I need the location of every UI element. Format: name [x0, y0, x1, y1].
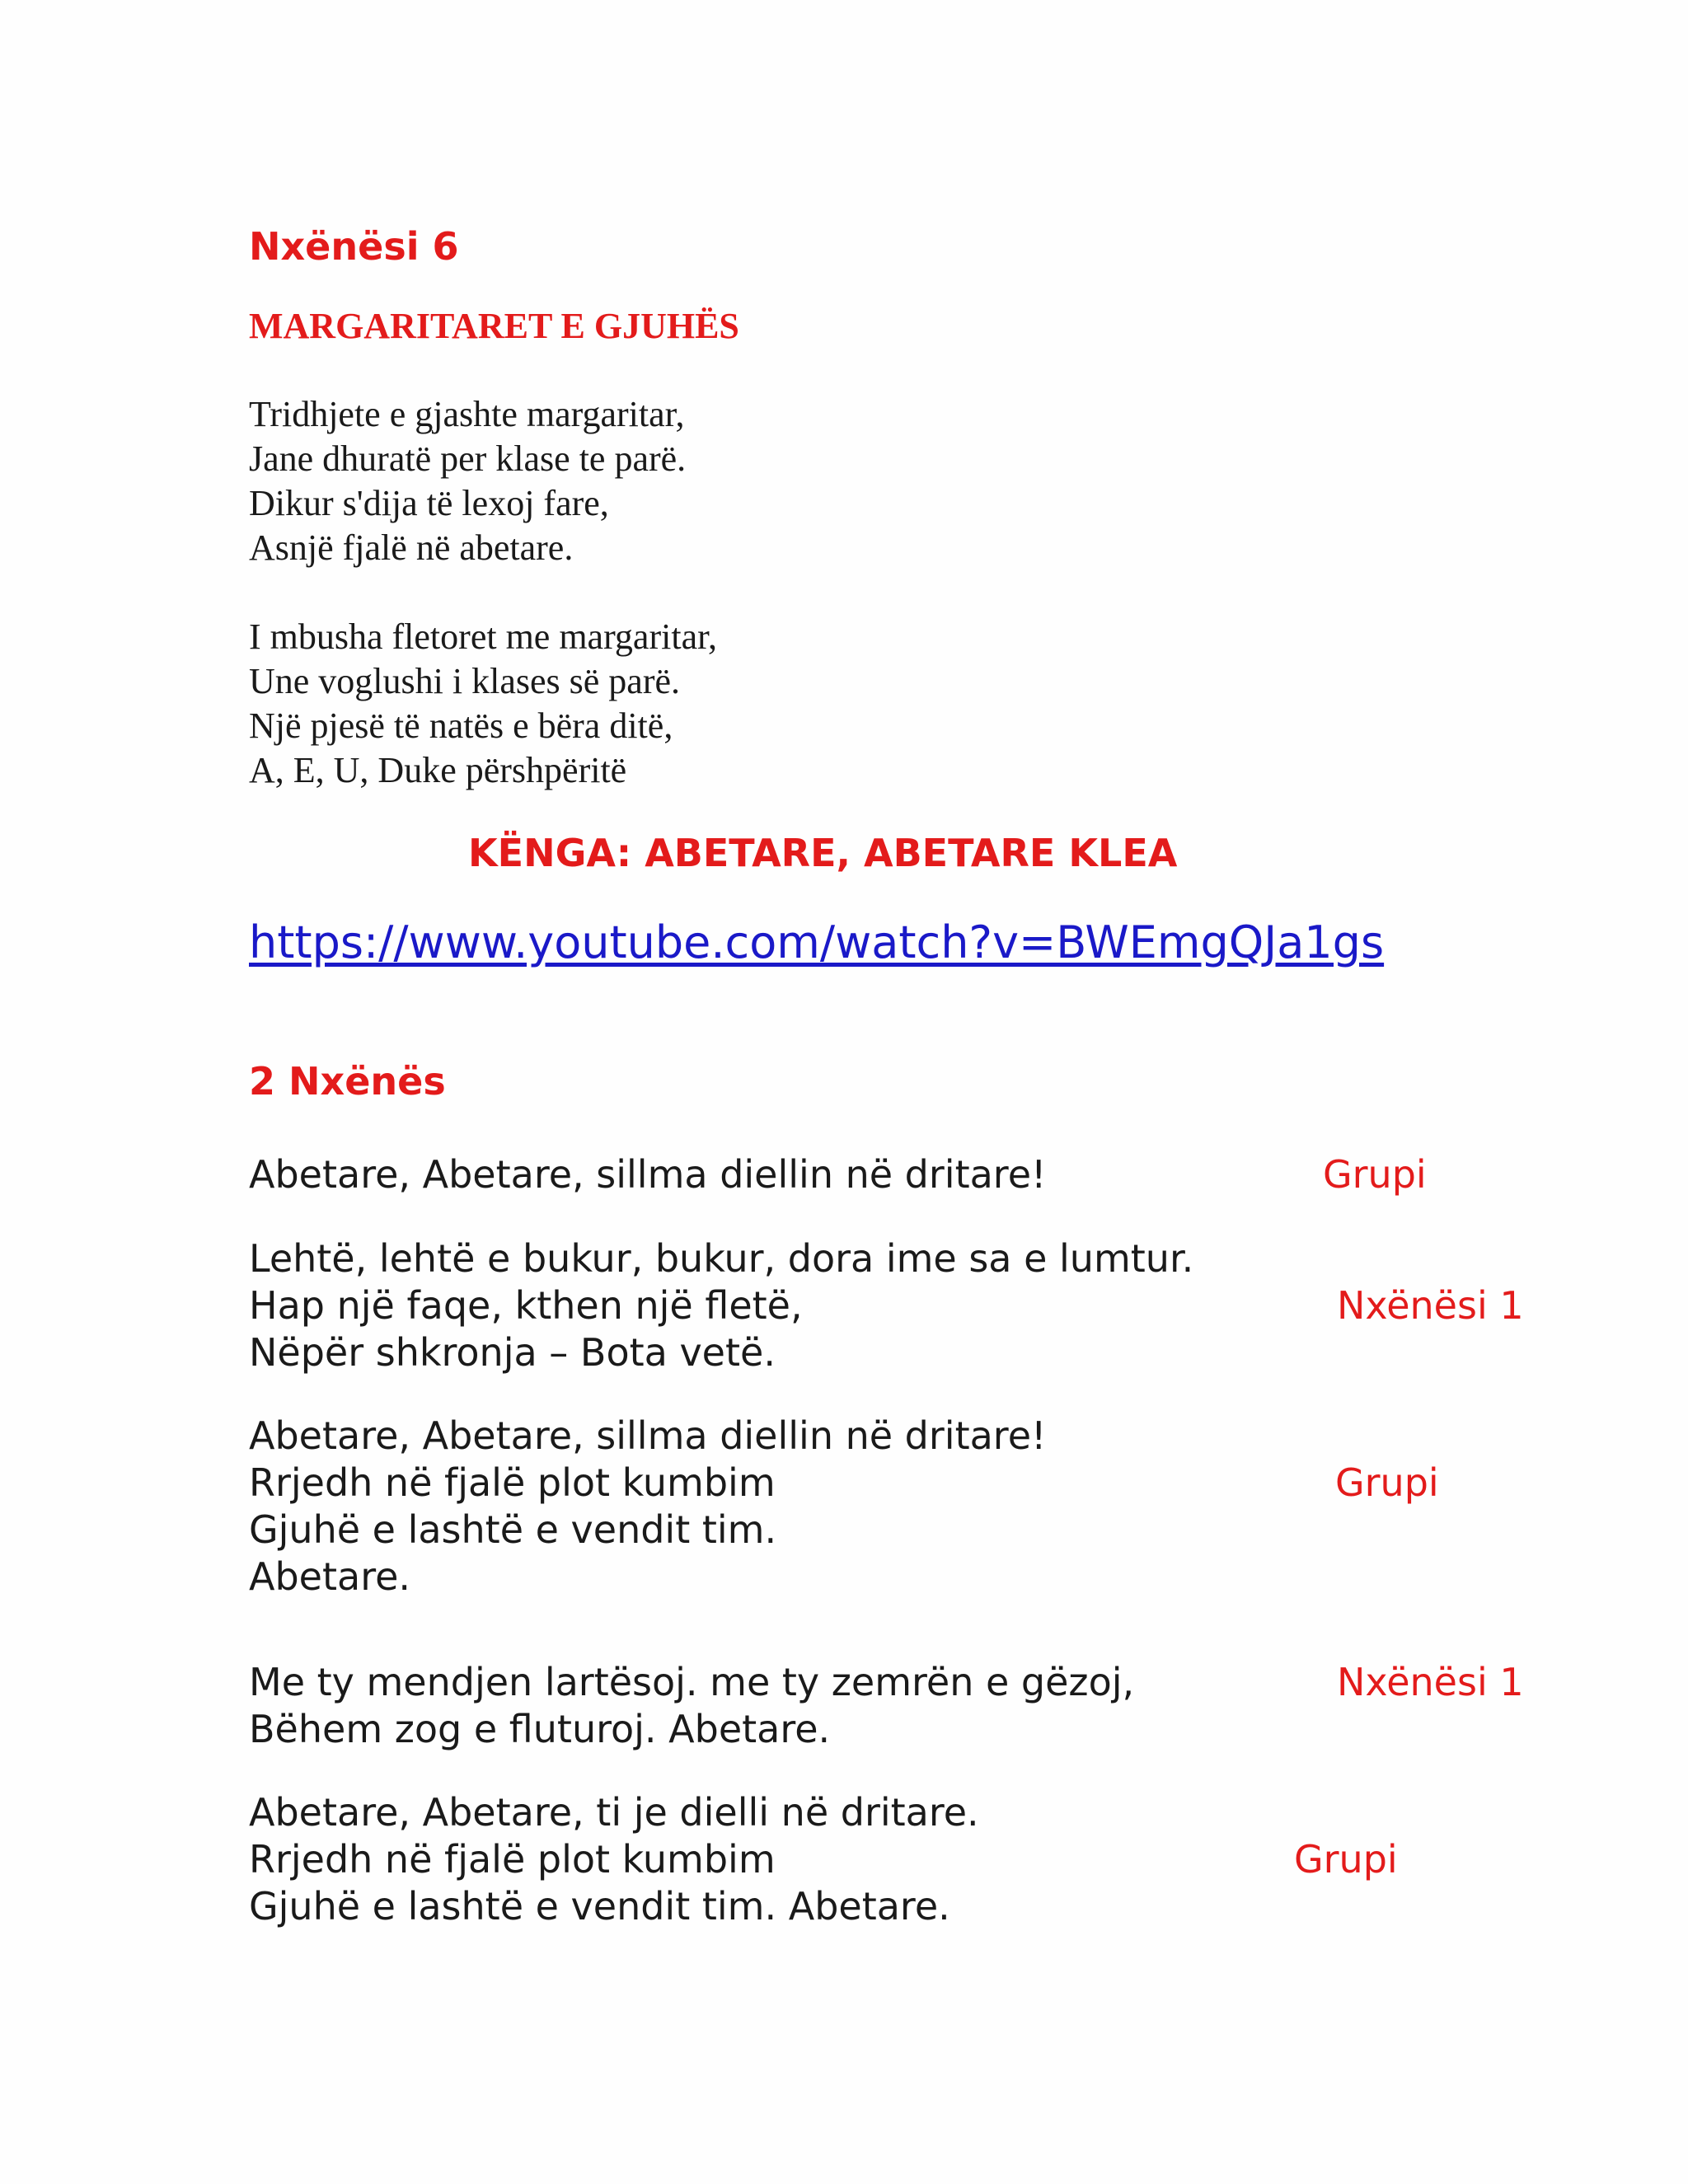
- role-label: Grupi: [1335, 1460, 1439, 1505]
- lyric-line: Abetare.: [249, 1554, 411, 1599]
- lyric-line: Abetare, Abetare, sillma diellin në dritare!: [249, 1152, 1047, 1197]
- page-heading: Nxënësi 6: [249, 224, 459, 269]
- poem-line: A, E, U, Duke përshpëritë: [249, 750, 627, 790]
- lyric-line: Rrjedh në fjalë plot kumbim: [249, 1837, 776, 1882]
- poem-line: Tridhjete e gjashte margaritar,: [249, 394, 685, 434]
- poem-title: MARGARITARET E GJUHËS: [249, 306, 739, 346]
- role-label: Grupi: [1294, 1837, 1398, 1882]
- song-link[interactable]: https://www.youtube.com/watch?v=BWEmgQJa1gs: [249, 916, 1385, 968]
- poem-line: Asnjë fjalë në abetare.: [249, 527, 574, 568]
- role-label: Grupi: [1323, 1152, 1427, 1197]
- role-label: Nxënësi 1: [1337, 1283, 1524, 1328]
- lyric-line: Rrjedh në fjalë plot kumbim: [249, 1460, 776, 1505]
- lyric-line: Lehtë, lehtë e bukur, bukur, dora ime sa e lumtur.: [249, 1236, 1194, 1281]
- lyric-line: Nëpër shkronja – Bota vetë.: [249, 1330, 776, 1375]
- lyric-line: Me ty mendjen lartësoj. me ty zemrën e gëzoj,: [249, 1660, 1135, 1704]
- lyric-line: Hap një faqe, kthen një fletë,: [249, 1283, 803, 1328]
- poem-line: Une voglushi i klases së parë.: [249, 661, 680, 701]
- poem-line: I mbusha fletoret me margaritar,: [249, 616, 717, 657]
- lyric-line: Abetare, Abetare, sillma diellin në dritare!: [249, 1413, 1047, 1458]
- poem-line: Dikur s'dija të lexoj fare,: [249, 483, 609, 523]
- lyric-line: Gjuhë e lashtë e vendit tim. Abetare.: [249, 1884, 950, 1929]
- poem-line: Jane dhuratë per klase te parë.: [249, 438, 687, 479]
- lyric-line: Bëhem zog e fluturoj. Abetare.: [249, 1707, 831, 1751]
- poem-line: Një pjesë të natës e bëra ditë,: [249, 705, 673, 746]
- lyric-line: Gjuhë e lashtë e vendit tim.: [249, 1507, 777, 1552]
- song-title: KËNGA: ABETARE, ABETARE KLEA: [468, 831, 1178, 875]
- section-subheading: 2 Nxënës: [249, 1059, 446, 1104]
- lyric-line: Abetare, Abetare, ti je dielli në dritare.: [249, 1790, 979, 1835]
- role-label: Nxënësi 1: [1337, 1660, 1524, 1704]
